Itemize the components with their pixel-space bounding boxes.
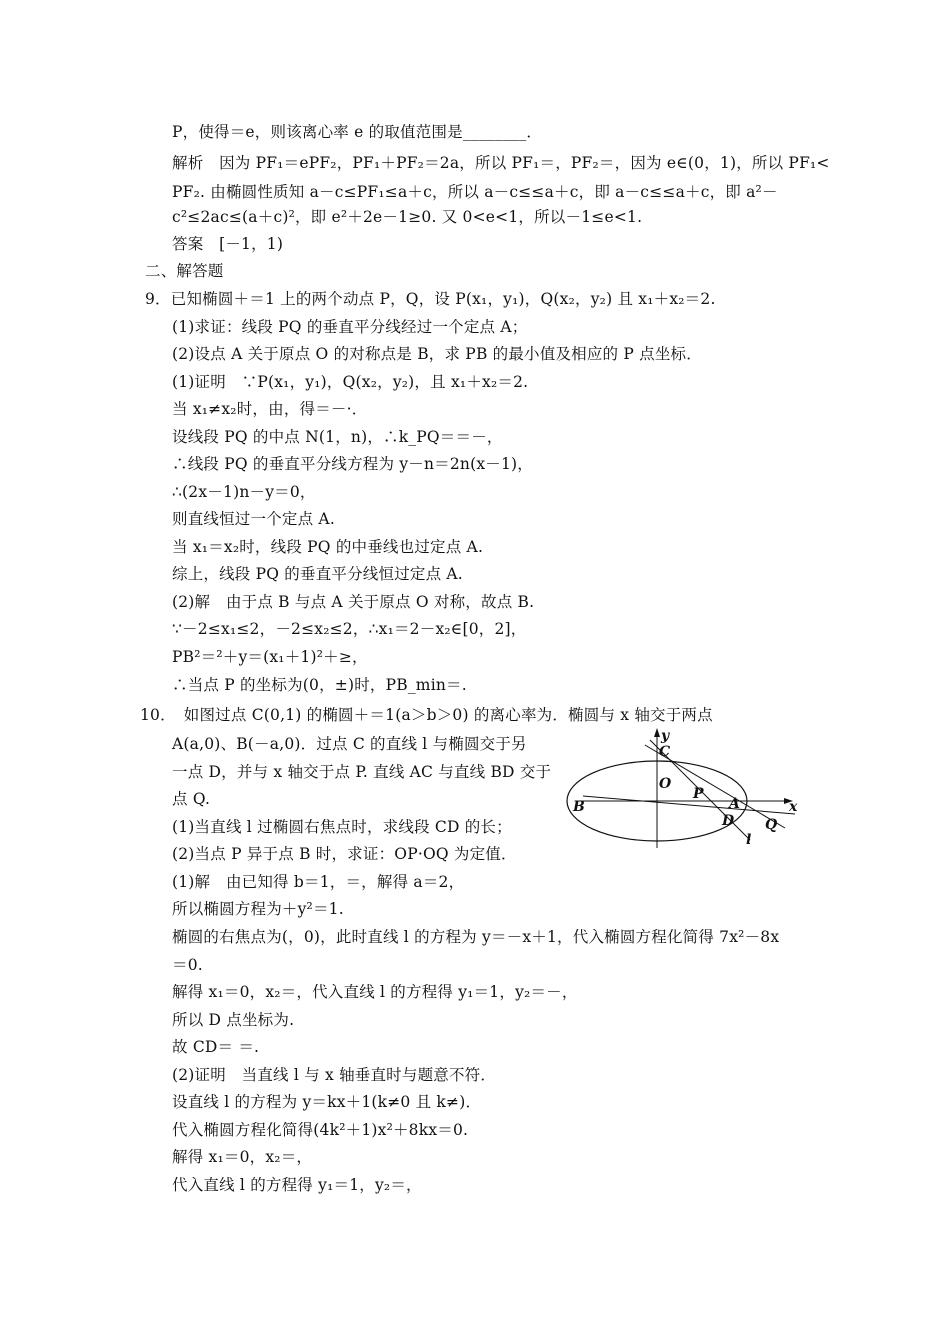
text-line: 解得 x₁＝0，x₂＝，代入直线 l 的方程得 y₁＝1，y₂＝－， (172, 983, 578, 1001)
text-line: 设直线 l 的方程为 y＝kx＋1(k≠0 且 k≠)． (172, 1093, 482, 1111)
answer-line: 答案 [－1，1) (172, 235, 284, 253)
text-line: 所以 D 点坐标为. (172, 1011, 295, 1029)
line-bd (583, 796, 795, 814)
y-axis-arrow (654, 728, 660, 737)
text-line: 点 Q. (172, 790, 211, 808)
text-line: (2)设点 A 关于原点 O 的对称点是 B，求 PB 的最小值及相应的 P 点坐标． (172, 345, 702, 363)
text-line: 综上，线段 PQ 的垂直平分线恒过定点 A. (172, 565, 463, 583)
text-line: (2)解 由于点 B 与点 A 关于原点 O 对称，故点 B. (172, 593, 535, 611)
text-line: 一点 D，并与 x 轴交于点 P. 直线 AC 与直线 BD 交于 (172, 763, 552, 781)
label-b: B (573, 799, 585, 815)
label-p: P (693, 786, 704, 802)
question-10: 10． 如图过点 C(0,1) 的椭圆＋＝1(a＞b＞0) 的离心率为．椭圆与 x 轴交于两点 (140, 706, 713, 724)
label-x: x (789, 799, 798, 815)
text-line: 解得 x₁＝0，x₂＝， (172, 1148, 313, 1166)
text-line: c²≤2ac≤(a＋c)²，即 e²＋2e－1≥0. 又 0<e<1，所以－1≤e<1. (172, 208, 643, 226)
text-line: (1)当直线 l 过椭圆右焦点时，求线段 CD 的长； (172, 818, 512, 836)
text-line: 代入椭圆方程化简得(4k²＋1)x²＋8kx＝0. (172, 1121, 469, 1139)
text-line: 则直线恒过一个定点 A. (172, 510, 335, 528)
ellipse-figure (565, 728, 810, 853)
label-a: A (729, 796, 740, 812)
text-line: ＝0. (172, 956, 203, 974)
label-q: Q (765, 817, 778, 833)
text-line: (1)证明 ∵P(x₁，y₁)，Q(x₂，y₂)，且 x₁＋x₂＝2. (172, 373, 529, 391)
label-c: C (659, 744, 671, 760)
text-line: 椭圆的右焦点为(，0)，此时直线 l 的方程为 y＝－x＋1，代入椭圆方程化简得 7x²－8x (172, 928, 780, 946)
text-line: (1)解 由已知得 b＝1，＝，解得 a＝2， (172, 873, 465, 891)
text-line: (1)求证：线段 PQ 的垂直平分线经过一个定点 A； (172, 318, 528, 336)
text-line: 当 x₁≠x₂时，由，得＝－·． (172, 400, 368, 418)
label-y: y (661, 728, 670, 744)
text-line: ∴当点 P 的坐标为(0，±)时，PB_min＝. (172, 676, 467, 694)
text-line: P，使得＝e，则该离心率 e 的取值范围是________． (172, 123, 543, 141)
text-line: ∴线段 PQ 的垂直平分线方程为 y－n＝2n(x－1)， (172, 455, 533, 473)
text-line: PB²＝²＋y＝(x₁＋1)²＋≥， (172, 648, 368, 666)
text-line: (2)当点 P 异于点 B 时，求证：OP·OQ 为定值． (172, 845, 517, 863)
label-o: O (659, 776, 672, 792)
text-line: A(a,0)、B(－a,0)．过点 C 的直线 l 与椭圆交于另 (172, 735, 527, 753)
text-line: (2)证明 当直线 l 与 x 轴垂直时与题意不符． (172, 1066, 497, 1084)
text-line: 代入直线 l 的方程得 y₁＝1，y₂＝， (172, 1176, 422, 1194)
text-line: 解析 因为 PF₁＝ePF₂，PF₁＋PF₂＝2a，所以 PF₁＝，PF₂＝，因为 e∈(0，1)，所以 PF₁< (172, 154, 830, 172)
section-heading: 二、解答题 (145, 262, 224, 280)
question-9: 9．已知椭圆＋＝1 上的两个动点 P，Q，设 P(x₁，y₁)，Q(x₂，y₂) 且 x₁＋x₂＝2. (145, 290, 716, 308)
label-d: D (722, 813, 735, 829)
text-line: 设线段 PQ 的中点 N(1，n)，∴k_PQ＝＝－， (172, 428, 503, 446)
ellipse-diagram (565, 728, 810, 853)
text-line: PF₂. 由椭圆性质知 a－c≤PF₁≤a＋c，所以 a－c≤≤a＋c，即 a－c≤≤a＋c，即 a²－ (172, 183, 778, 201)
text-line: 当 x₁＝x₂时，线段 PQ 的中垂线也过定点 A. (172, 538, 484, 556)
text-line: ∴(2x－1)n－y＝0， (172, 483, 316, 501)
label-l: l (746, 832, 752, 848)
text-line: 故 CD＝ ＝. (172, 1038, 260, 1056)
text-line: ∵－2≤x₁≤2，－2≤x₂≤2，∴x₁＝2－x₂∈[0，2]， (172, 620, 527, 638)
text-line: 所以椭圆方程为＋y²＝1. (172, 900, 344, 918)
